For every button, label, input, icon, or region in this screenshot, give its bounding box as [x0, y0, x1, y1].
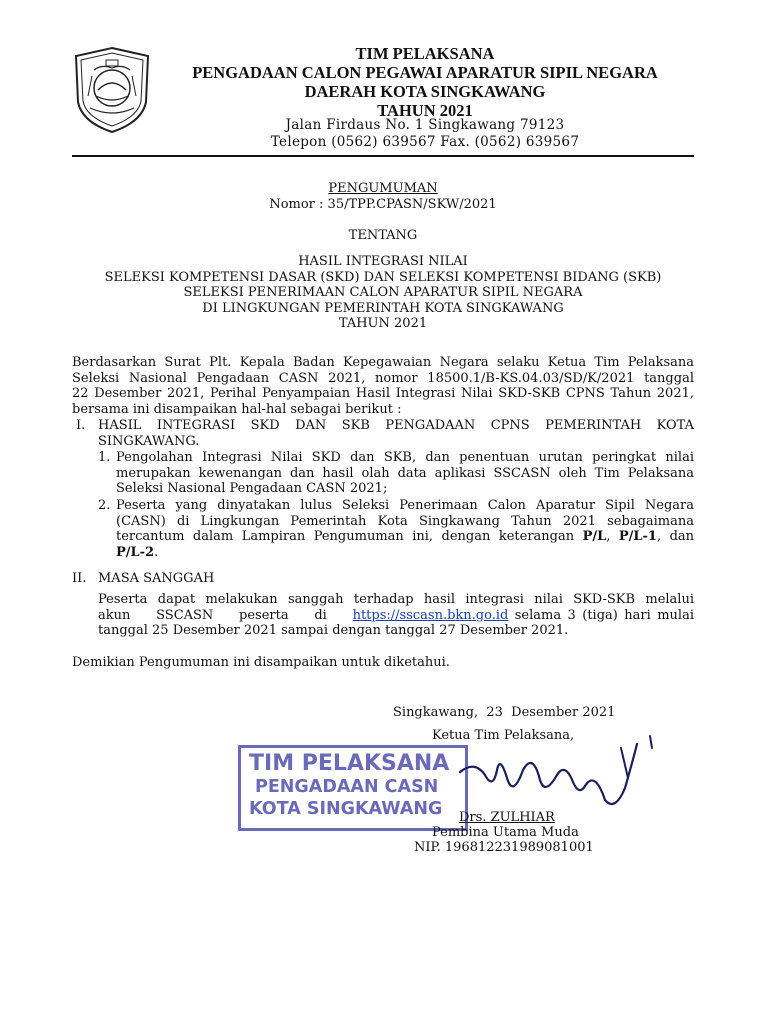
- letterhead-line2: PENGADAAN CALON PEGAWAI APARATUR SIPIL NEGARA: [192, 63, 658, 82]
- section1-item2-marker: 2.: [98, 498, 111, 513]
- stamp-line3: KOTA SINGKAWANG: [249, 799, 443, 819]
- section1-item1-marker: 1.: [98, 450, 111, 465]
- signatory-nip: NIP. 196812231989081001: [414, 840, 594, 855]
- section2-line-2b: selama 3 (tiga) hari mulai: [508, 607, 694, 623]
- signatory-rank: Pembina Utama Muda: [432, 825, 579, 840]
- regional-emblem-logo: [72, 46, 152, 134]
- item1-line-2: merupakan kewenangan dan hasil olah data aplikasi SSCASN oleh Tim Pelaksana: [116, 465, 694, 481]
- announcement-number: Nomor : 35/TPP.CPASN/SKW/2021: [269, 196, 497, 212]
- section2-title: MASA SANGGAH: [98, 571, 215, 586]
- subject-line-1: HASIL INTEGRASI NILAI: [298, 254, 468, 269]
- signature-place-date: Singkawang, 23 Desember 2021: [393, 705, 616, 720]
- sscasn-link[interactable]: https://sscasn.bkn.go.id: [352, 607, 509, 623]
- intro-line-2: Seleksi Nasional Pengadaan CASN 2021, nomor 18500.1/B-KS.04.03/SD/K/2021 tanggal: [72, 370, 694, 386]
- subject-line-5: TAHUN 2021: [338, 316, 428, 331]
- section1-item2: [116, 498, 694, 560]
- letterhead-line1: TIM PELAKSANA: [355, 44, 495, 63]
- item2-sep1: ,: [606, 529, 619, 544]
- intro-line-1: Berdasarkan Surat Plt. Kepala Badan Kepegawaian Negara selaku Ketua Tim Pelaksana: [72, 355, 694, 370]
- item2-end: .: [154, 544, 159, 560]
- announcement-subject: [72, 254, 694, 332]
- stamp-line1: TIM PELAKSANA: [249, 751, 450, 776]
- item1-line-1: Pengolahan Integrasi Nilai SKD dan SKB, dan penentuan urutan peringkat nilai: [116, 450, 694, 465]
- intro-paragraph: [72, 355, 694, 417]
- letterhead-address: Jalan Firdaus No. 1 Singkawang 79123: [285, 117, 565, 133]
- item2-line-2: (CASN) di Lingkungan Pemerintah Kota Singkawang Tahun 2021 sebagaimana: [116, 513, 694, 529]
- letterhead-title: [160, 44, 690, 120]
- code-pl: P/L: [582, 529, 607, 544]
- section2-line-2a: akun SSCASN peserta di: [98, 607, 353, 623]
- intro-line-4: bersama ini disampaikan hal-hal sebagai berikut :: [72, 401, 402, 417]
- subject-line-4: DI LINGKUNGAN PEMERINTAH KOTA SINGKAWANG: [202, 300, 564, 316]
- letterhead-divider: [72, 155, 694, 157]
- announcement-header: [72, 181, 694, 212]
- section1-item1: [116, 450, 694, 497]
- code-pl-2: P/L-2: [116, 544, 155, 560]
- code-pl-1: P/L-1: [618, 529, 657, 544]
- stamp-line2: PENGADAAN CASN: [255, 777, 439, 797]
- closing-statement: Demikian Pengumuman ini disampaikan untuk diketahui.: [72, 655, 450, 670]
- announcement-about: TENTANG: [348, 228, 418, 243]
- signatory-name-text: Drs. ZULHIAR: [459, 810, 555, 825]
- section2-line-1: Peserta dapat melakukan sanggah terhadap hasil integrasi nilai SKD-SKB melalui: [98, 592, 694, 607]
- signature-role: Ketua Tim Pelaksana,: [432, 728, 575, 743]
- item2-line-3-text: tercantum dalam Lampiran Pengumuman ini, dengan keterangan: [116, 529, 583, 544]
- letterhead-phone: Telepon (0562) 639567 Fax. (0562) 639567: [270, 134, 580, 150]
- section2-line-3: tanggal 25 Desember 2021 sampai dengan tanggal 27 Desember 2021.: [98, 623, 569, 638]
- letterhead-line3: DAERAH KOTA SINGKAWANG: [304, 82, 546, 101]
- announcement-heading: PENGUMUMAN: [328, 181, 438, 196]
- section2-line-2: [98, 608, 694, 624]
- section2-marker: II.: [72, 571, 87, 586]
- signatory-name: [459, 810, 555, 826]
- section1-title: [98, 418, 694, 449]
- section2-body: [98, 592, 694, 639]
- section1-marker: I.: [76, 418, 86, 433]
- letterhead-line4: TAHUN 2021: [377, 101, 473, 120]
- item1-line-3: Seleksi Nasional Pengadaan CASN 2021;: [116, 481, 388, 496]
- item2-line-3: [116, 529, 694, 545]
- intro-line-3: 22 Desember 2021, Perihal Penyampaian Hasil Integrasi Nilai SKD-SKB CPNS Tahun 2021,: [72, 386, 694, 401]
- letterhead-contact: [160, 117, 690, 151]
- official-stamp: [238, 745, 468, 831]
- section1-title-line2: SINGKAWANG.: [98, 433, 200, 449]
- subject-line-3: SELEKSI PENERIMAAN CALON APARATUR SIPIL NEGARA: [183, 285, 583, 300]
- item2-line-1: Peserta yang dinyatakan lulus Seleksi Penerimaan Calon Aparatur Sipil Negara: [116, 498, 694, 513]
- subject-line-2: SELEKSI KOMPETENSI DASAR (SKD) DAN SELEKSI KOMPETENSI BIDANG (SKB): [104, 269, 662, 285]
- section1-title-line1: HASIL INTEGRASI SKD DAN SKB PENGADAAN CPNS PEMERINTAH KOTA: [98, 418, 694, 433]
- item2-line-4: [116, 545, 694, 561]
- item2-sep2: , dan: [656, 529, 695, 544]
